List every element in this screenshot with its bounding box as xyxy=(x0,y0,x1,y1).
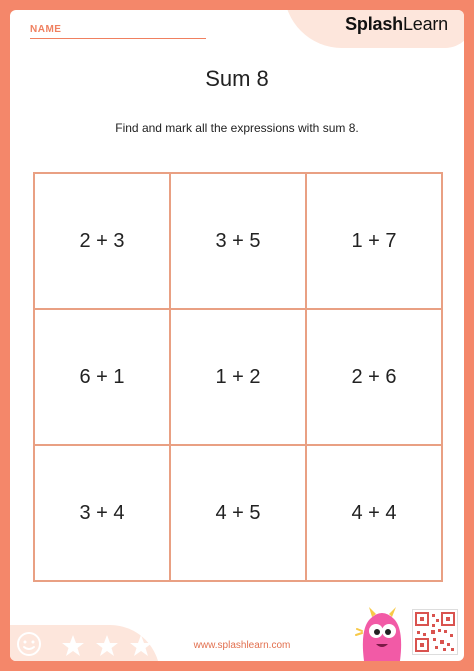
expression-cell[interactable]: 3 + 5 xyxy=(170,173,306,309)
expression-cell[interactable]: 2 + 3 xyxy=(34,173,170,309)
name-label: NAME xyxy=(30,24,62,35)
expression-cell[interactable]: 2 + 6 xyxy=(306,309,442,445)
monster-mascot xyxy=(354,599,410,661)
expression-cell[interactable]: 1 + 7 xyxy=(306,173,442,309)
splashlearn-logo xyxy=(345,14,448,35)
expression-cell[interactable]: 3 + 4 xyxy=(34,445,170,581)
logo-regular-text: Learn xyxy=(402,14,448,34)
footer-url[interactable]: www.splashlearn.com xyxy=(193,640,291,651)
instruction-text: Find and mark all the expressions with sum 8. xyxy=(115,121,359,135)
worksheet-page xyxy=(10,10,464,661)
expression-cell[interactable]: 4 + 4 xyxy=(306,445,442,581)
qr-code[interactable] xyxy=(412,609,458,655)
expression-grid xyxy=(33,172,443,582)
page-title: Sum 8 xyxy=(205,66,269,91)
expression-cell[interactable]: 4 + 5 xyxy=(170,445,306,581)
expression-cell[interactable]: 6 + 1 xyxy=(34,309,170,445)
logo-bold-text: Splash xyxy=(345,14,403,34)
expression-cell[interactable]: 1 + 2 xyxy=(170,309,306,445)
name-input-line[interactable] xyxy=(30,38,206,39)
